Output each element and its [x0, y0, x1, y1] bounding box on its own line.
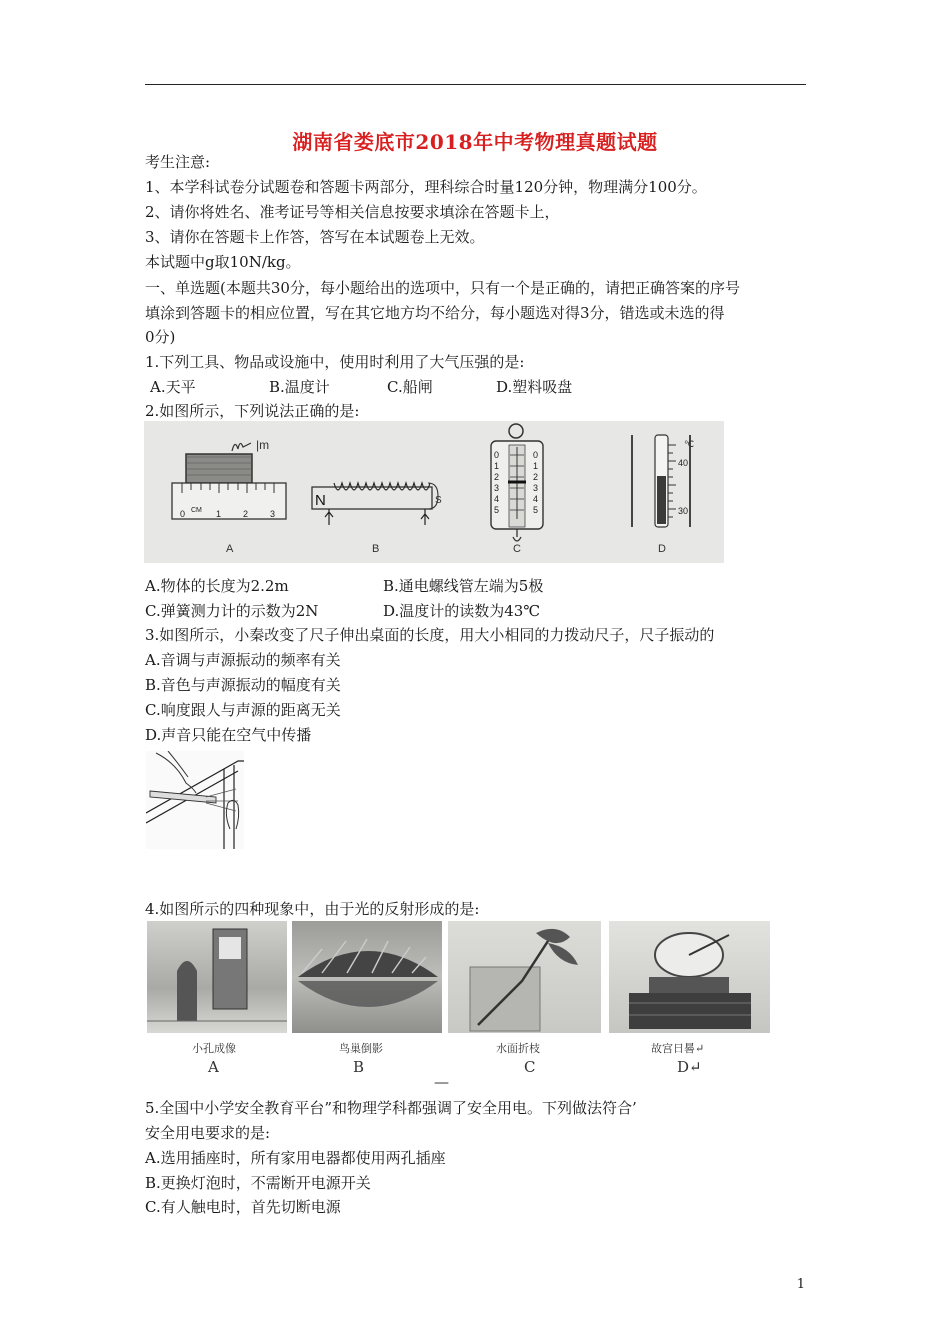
option-a: A.物体的长度为2.2m: [145, 577, 289, 595]
question-stem: 4.如图所示的四种现象中，由于光的反射形成的是:: [145, 900, 480, 918]
g-note: 本试题中g取10N/kg。: [145, 253, 301, 271]
scale-tick: 2: [494, 472, 500, 482]
photo-letter: B: [353, 1058, 365, 1076]
thermo-tick: 40: [678, 458, 689, 468]
option-d: D.塑料吸盘: [496, 378, 573, 396]
notice-heading: 考生注意:: [145, 153, 211, 171]
page-title: 湖南省娄底市2018年中考物理真题试题: [292, 130, 658, 154]
question-stem: 1.下列工具、物品或设施中，使用时利用了大气压强的是:: [145, 353, 525, 371]
ruler-tick-label: 3: [270, 509, 276, 519]
question-stem: 安全用电要求的是:: [145, 1124, 271, 1142]
scale-tick: 0: [533, 450, 539, 460]
option-a: A.选用插座时，所有家用电器都使用两孔插座: [145, 1149, 446, 1167]
ruler-vibration-illustration: [146, 751, 244, 849]
thermo-unit-label: ℃: [684, 439, 695, 449]
option-a: A.天平: [150, 378, 196, 396]
section-instructions: 0分): [145, 328, 176, 346]
solenoid-figure: [312, 483, 442, 555]
magnet-end-label: S: [435, 495, 442, 506]
option-d: D.温度计的读数为43℃: [383, 602, 541, 620]
page-number: 1: [796, 1277, 805, 1292]
photo-caption: 水面折枝: [496, 1042, 540, 1055]
photo-letter: C: [524, 1058, 536, 1076]
notice-item: 2、请你将姓名、准考证号等相关信息按要求填涂在答题卡上，: [145, 203, 560, 221]
scale-tick: 2: [533, 472, 539, 482]
option-c: C.有人触电时，首先切断电源: [145, 1198, 341, 1216]
option-a: A.音调与声源振动的频率有关: [145, 651, 341, 669]
stray-dash: —: [434, 1073, 449, 1091]
figure-label: D: [658, 543, 666, 555]
scale-tick: 0: [494, 450, 500, 460]
ruler-unit-label: CM: [191, 507, 202, 514]
option-d: D.声音只能在空气中传播: [145, 726, 312, 744]
scale-tick: 3: [494, 483, 500, 493]
section-instructions: 填涂到答题卡的相应位置，写在其它地方均不给分，每小题选对得3分，错选或未选的得: [145, 304, 725, 322]
photo-caption: 小孔成像: [192, 1042, 236, 1055]
sundial-photo: [609, 921, 770, 1033]
ruler-tick-label: 0: [180, 509, 186, 519]
photo-caption: 故宫日晷↵: [651, 1042, 705, 1055]
question-stem: 2.如图所示，下列说法正确的是:: [145, 402, 360, 420]
header-rule: [145, 84, 806, 85]
ruler-figure: [172, 438, 286, 555]
section-instructions: 一、单选题(本题共30分，每小题给出的选项中，只有一个是正确的，请把正确答案的序号: [145, 279, 740, 297]
figure-q2: [144, 421, 724, 563]
figure-label: A: [226, 543, 234, 555]
option-b: B.更换灯泡时，不需断开电源开关: [145, 1174, 371, 1192]
svg-text:|m: |m: [256, 438, 270, 452]
figure-label: B: [372, 543, 380, 555]
option-b: B.温度计: [269, 378, 330, 396]
photo-letter: D↵: [677, 1058, 702, 1076]
question-stem: 3.如图所示，小秦改变了尺子伸出桌面的长度，用大小相同的力拨动尺子，尺子振动的: [145, 626, 715, 644]
pinhole-image-photo: [147, 921, 287, 1033]
option-b: B.音色与声源振动的幅度有关: [145, 676, 341, 694]
scale-tick: 5: [533, 505, 539, 515]
ruler-tick-label: 1: [216, 509, 222, 519]
question-stem: 5.全国中小学安全教育平台”和物理学科都强调了安全用电。下列做法符合’: [145, 1099, 637, 1117]
scale-tick: 4: [533, 494, 539, 504]
scale-tick: 5: [494, 505, 500, 515]
spring-scale-figure: [491, 424, 543, 555]
scale-tick: 3: [533, 483, 539, 493]
photo-letter: A: [208, 1058, 219, 1076]
option-c: C.弹簧测力计的示数为2N: [145, 602, 319, 620]
notice-item: 1、本学科试卷分试题卷和答题卡两部分，理科综合时量120分钟，物理满分100分。: [145, 178, 707, 196]
figure-label: C: [513, 543, 521, 555]
option-c: C.船闸: [387, 378, 433, 396]
birds-nest-reflection-photo: [292, 921, 442, 1033]
water-bent-branch-photo: [448, 921, 601, 1033]
scale-tick: 4: [494, 494, 500, 504]
option-b: B.通电螺线管左端为5极: [383, 577, 544, 595]
thermometer-figure: [632, 435, 694, 555]
option-c: C.响度跟人与声源的距离无关: [145, 701, 341, 719]
photo-caption: 鸟巢倒影: [339, 1042, 383, 1055]
thermo-tick: 30: [678, 506, 689, 516]
scale-tick: 1: [494, 461, 500, 471]
ruler-tick-label: 2: [243, 509, 249, 519]
scale-tick: 1: [533, 461, 539, 471]
notice-item: 3、请你在答题卡上作答，答写在本试题卷上无效。: [145, 228, 485, 246]
magnet-pole-label: N: [315, 492, 326, 509]
